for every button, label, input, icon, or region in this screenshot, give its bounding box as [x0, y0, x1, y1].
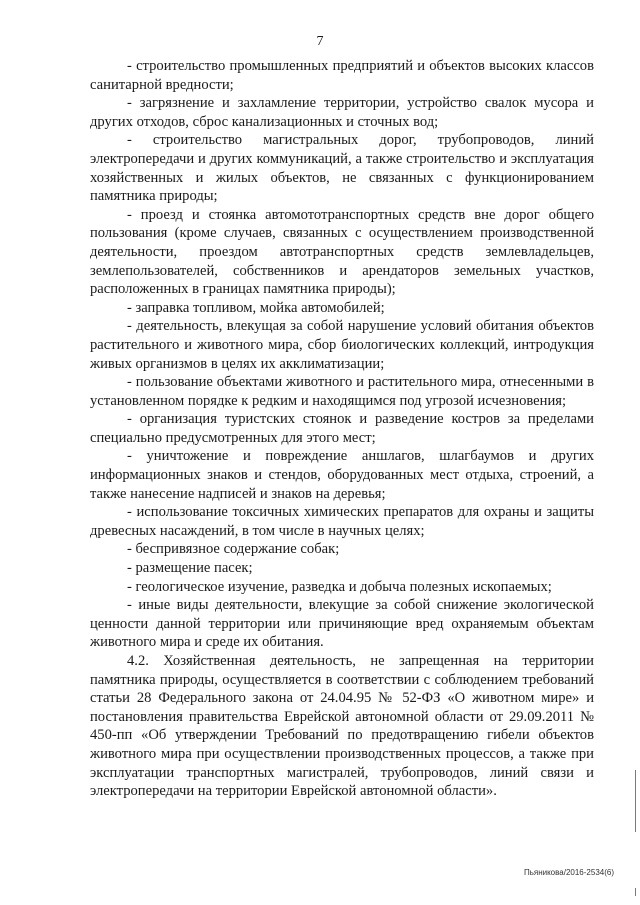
list-item-prohibition: - проезд и стоянка автомототранспортных средств вне дорог общего пользования (кроме случаев, связанных с осуществлением производственной деятельности, проездом автотранспортных средств землевладельцев, землепользователей, собственников и арендаторов земельных участков, расположенных в границах памятника природы); — [90, 206, 594, 298]
list-item-prohibition: - заправка топливом, мойка автомобилей; — [127, 299, 385, 316]
page-number: 7 — [316, 34, 324, 49]
list-item-prohibition: - уничтожение и повреждение аншлагов, шлагбаумов и других информационных знаков и стендов, оборудованных мест отдыха, строений, а также нанесение надписей и знаков на деревья; — [90, 448, 594, 502]
list-item-prohibition: - строительство магистральных дорог, трубопроводов, линий электропередачи и других коммуникаций, а также строительство и эксплуатация хозяйственных и жилых объектов, не связанных с функционированием памятника природы; — [90, 132, 594, 205]
list-item-prohibition: - беспривязное содержание собак; — [127, 541, 340, 558]
list-item-prohibition: - пользование объектами животного и растительного мира, отнесенными в установленном порядке к редким и находящимся под угрозой исчезновения; — [90, 374, 594, 409]
scan-edge-mark — [635, 888, 636, 896]
section-paragraph-4-2: 4.2. Хозяйственная деятельность, не запрещенная на территории памятника природы, осуществляется в соответствии с соблюдением требований статьи 28 Федерального закона от 24.04.95 № 52-ФЗ «О животном мире» и постановления правительства Еврейской автономной области от 29.09.2011 № 450-пп «Об утверждении Требований по предотвращению гибели объектов животного мира при осуществлении производственных процессов, а также при эксплуатации транспортных магистралей, трубопроводов, линий связи и электропередачи на территории Еврейской автономной области». — [90, 653, 594, 800]
document-footer-code: Пьяникова/2016-2534(6) — [523, 868, 614, 877]
list-item-prohibition: - строительство промышленных предприятий и объектов высоких классов санитарной вредности; — [90, 58, 594, 93]
list-item-prohibition: - иные виды деятельности, влекущие за собой снижение экологической ценности данной территории или причиняющие вред охраняемым объектам животного мира и среде их обитания. — [90, 597, 594, 651]
list-item-prohibition: - организация туристских стоянок и разведение костров за пределами специально предусмотренных для этого мест; — [90, 411, 594, 446]
list-item-prohibition: - деятельность, влекущая за собой нарушение условий обитания объектов растительного и животного мира, сбор биологических коллекций, интродукция живых организмов в целях их акклиматизации; — [90, 318, 594, 372]
list-item-prohibition: - размещение пасек; — [127, 560, 253, 577]
scan-edge-mark — [635, 770, 636, 832]
list-item-prohibition: - использование токсичных химических препаратов для охраны и защиты древесных насаждений, в том числе в научных целях; — [90, 504, 594, 539]
document-body — [90, 57, 594, 801]
list-item-prohibition: - загрязнение и захламление территории, устройство свалок мусора и других отходов, сброс канализационных и сточных вод; — [90, 95, 594, 130]
list-item-prohibition: - геологическое изучение, разведка и добыча полезных ископаемых; — [127, 578, 552, 595]
